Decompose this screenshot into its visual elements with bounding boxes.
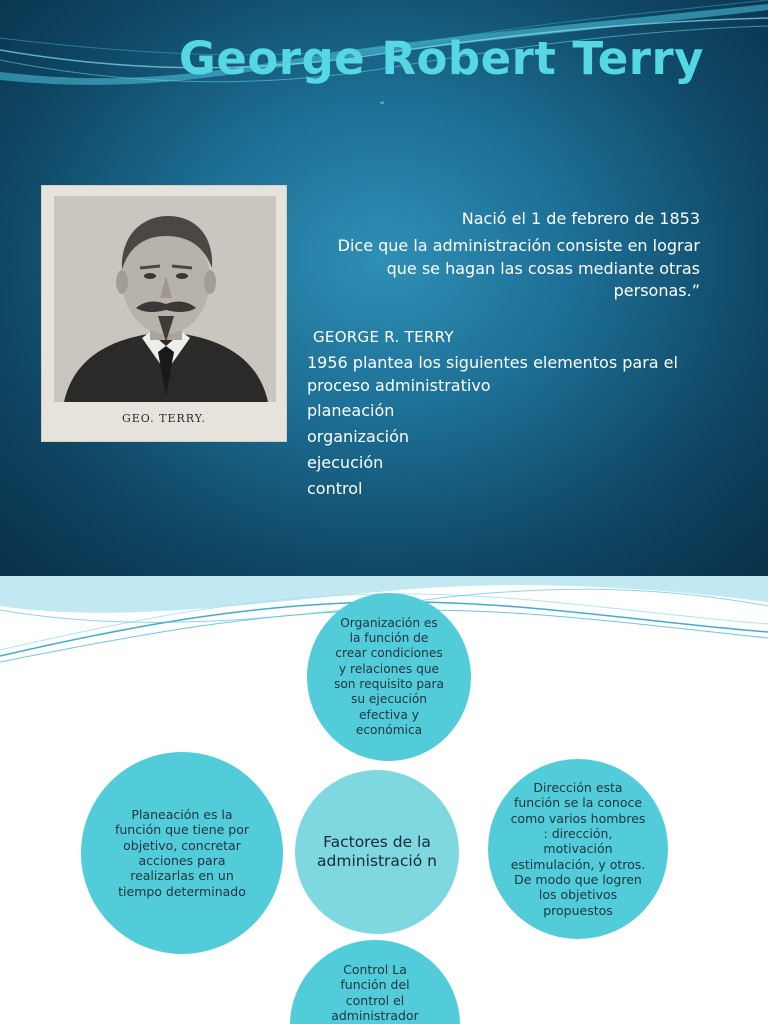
birth-date-text: Nació el 1 de febrero de 1853 [461, 209, 700, 228]
control-circle [290, 940, 460, 1024]
definition-quote: Dice que la administración consiste en lograr que se hagan las cosas mediante otras personas.” [337, 236, 700, 300]
organization-text: Organización es la función de crear condiciones y relaciones que son requisito para su ejecución efectiva y económica [333, 615, 445, 737]
element-item: control [307, 479, 363, 498]
element-item: organización [307, 427, 410, 446]
process-intro-text: 1956 plantea los siguientes elementos para el proceso administrativo [307, 353, 678, 395]
element-item: planeación [307, 401, 395, 420]
center-circle [295, 770, 459, 934]
organization-circle [307, 593, 471, 761]
portrait-image [54, 196, 276, 402]
slide-factors-diagram [0, 576, 768, 1024]
author-name: GEORGE R. TERRY [313, 328, 454, 346]
planning-circle [81, 752, 283, 954]
man-portrait-icon [54, 196, 276, 402]
portrait-caption: GEO. TERRY. [121, 412, 207, 425]
portrait-photo [41, 185, 287, 442]
control-text: Control La función del control el administrador [331, 962, 419, 1023]
planning-text: Planeación es la función que tiene por objetivo, concretar acciones para realizarlas en un tiempo determinado [114, 807, 250, 899]
center-title: Factores de la administració n [317, 832, 437, 870]
element-item: ejecución [307, 453, 384, 472]
direction-text: Dirección esta función se la conoce como varios hombres : dirección, motivación estimulación, y otros. De modo que logren los objetivos propuestos [510, 780, 646, 918]
slide-title: George Robert Terry [178, 32, 704, 85]
bullet-marker-icon: ⌄ [378, 96, 387, 107]
direction-circle [488, 759, 668, 939]
